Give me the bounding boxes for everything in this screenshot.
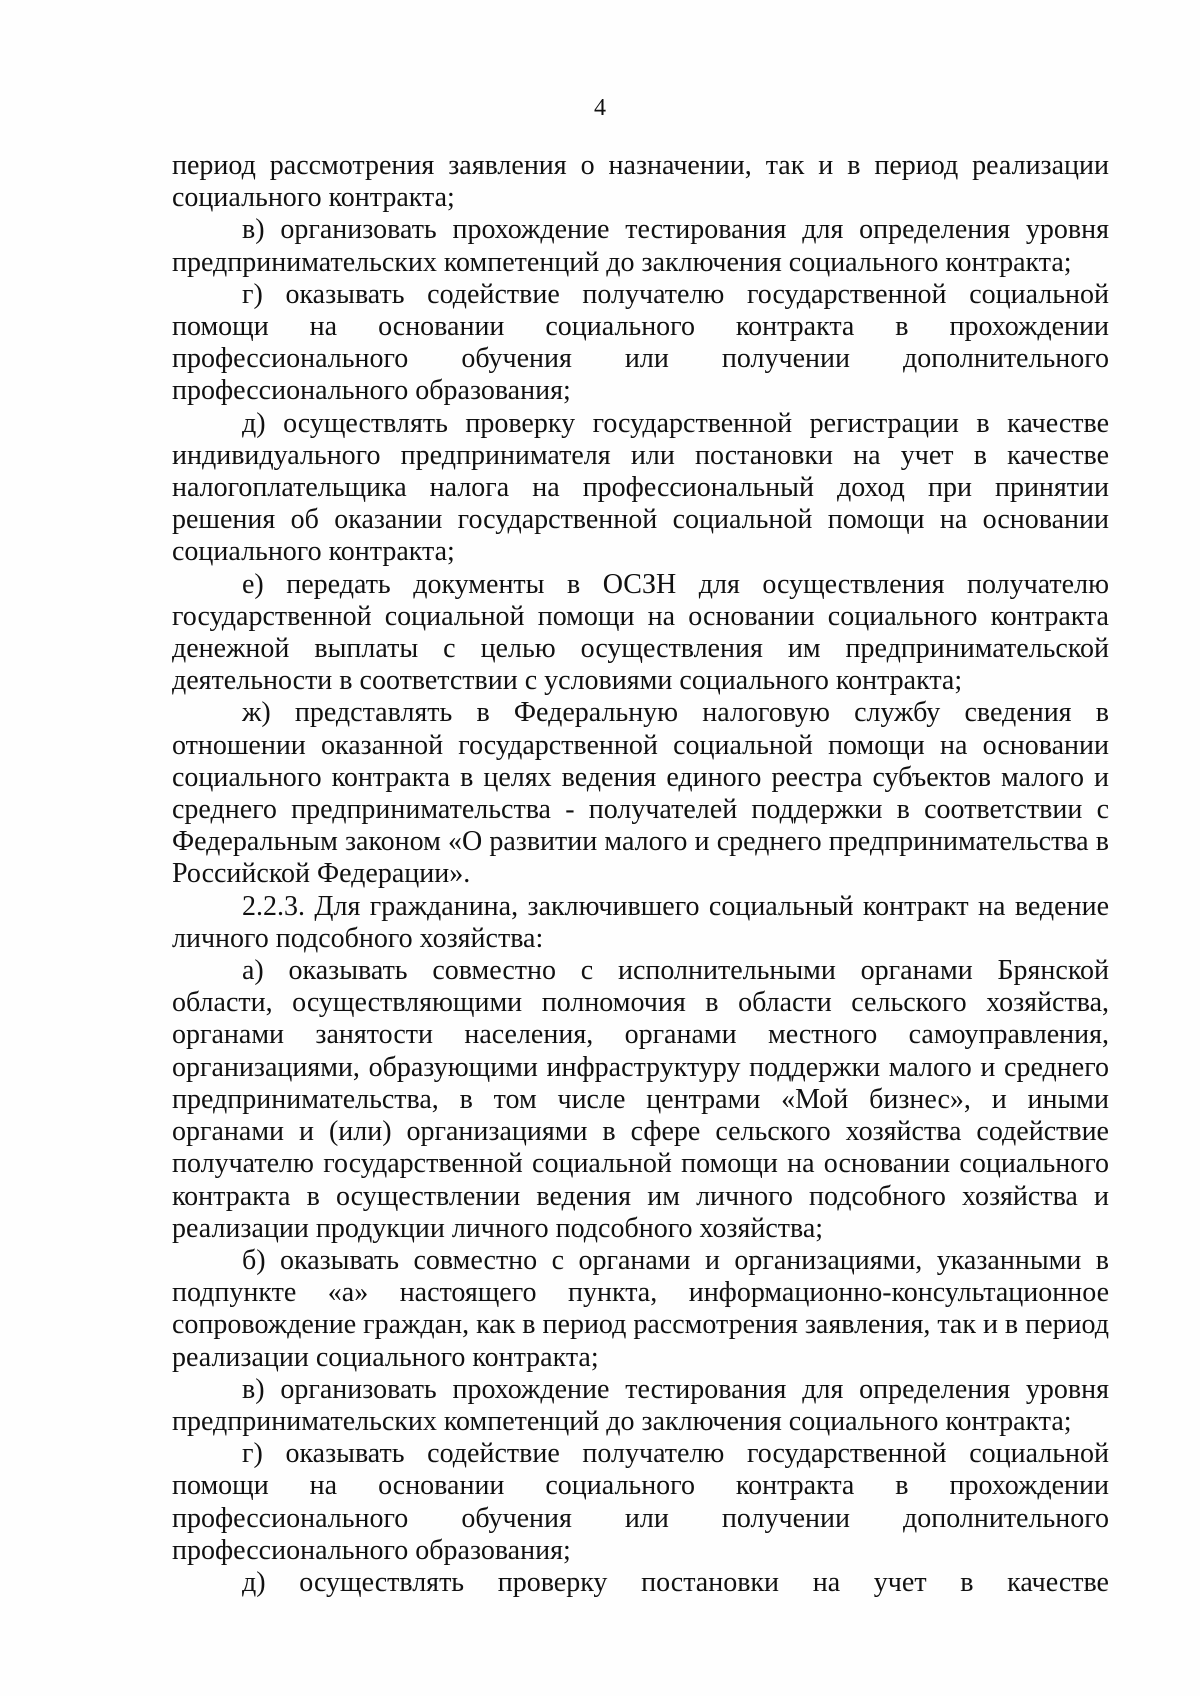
paragraph-item-zh-tax-service: ж) представлять в Федеральную налоговую службу сведения в отношении оказанной государственной социальной помощи на основании социального контракта в целях ведения единого реестра субъектов малого и среднего предпринимательства - получателей поддержки в соответствии с Федеральным законом «О развитии малого и среднего предпринимательства в Российской Федерации».: [172, 697, 1109, 890]
paragraph-continuation: период рассмотрения заявления о назначении, так и в период реализации социального контракта;: [172, 150, 1109, 214]
paragraph-item-b-consulting: б) оказывать совместно с органами и организациями, указанными в подпункте «а» настоящего пункта, информационно-консультационное сопровождение граждан, как в период рассмотрения заявления, так и в период реализации социального контракта;: [172, 1244, 1109, 1373]
paragraph-item-a-assistance: а) оказывать совместно с исполнительными органами Брянской области, осуществляющими полномочия в области сельского хозяйства, органами занятости населения, органами местного самоуправления, организациями, образующими инфраструктуру поддержки малого и среднего предпринимательства, в том числе центрами «Мой бизнес», и иными органами и (или) организациями в сфере сельского хозяйства содействие получателю государственной социальной помощи на основании социального контракта в осуществлении ведения им личного подсобного хозяйства и реализации продукции личного подсобного хозяйства;: [172, 955, 1109, 1244]
paragraph-item-g-training-2: г) оказывать содействие получателю государственной социальной помощи на основании социального контракта в прохождении профессионального обучения или получении дополнительного профессионального образования;: [172, 1438, 1109, 1566]
paragraph-item-v-testing-2: в) организовать прохождение тестирования для определения уровня предпринимательских компетенций до заключения социального контракта;: [172, 1373, 1109, 1437]
paragraph-item-v-testing: в) организовать прохождение тестирования для определения уровня предпринимательских компетенций до заключения социального контракта;: [172, 214, 1109, 278]
page-number: 4: [594, 95, 606, 121]
paragraph-item-d-registration-check: д) осуществлять проверку государственной регистрации в качестве индивидуального предпринимателя или постановки на учет в качестве налогоплательщика налога на профессиональный доход при принятии решения об оказании государственной социальной помощи на основании социального контракта;: [172, 407, 1109, 568]
document-body: [172, 150, 1109, 1599]
paragraph-section-2-2-3: 2.2.3. Для гражданина, заключившего социальный контракт на ведение личного подсобного хозяйства:: [172, 890, 1109, 954]
paragraph-item-e-documents-transfer: е) передать документы в ОСЗН для осуществления получателю государственной социальной помощи на основании социального контракта денежной выплаты с целью осуществления им предпринимательской деятельности в соответствии с условиями социального контракта;: [172, 568, 1109, 697]
paragraph-item-g-training: г) оказывать содействие получателю государственной социальной помощи на основании социального контракта в прохождении профессионального обучения или получении дополнительного профессионального образования;: [172, 278, 1109, 407]
paragraph-item-d-registration-check-2: д) осуществлять проверку постановки на учет в качестве: [242, 1566, 1109, 1598]
